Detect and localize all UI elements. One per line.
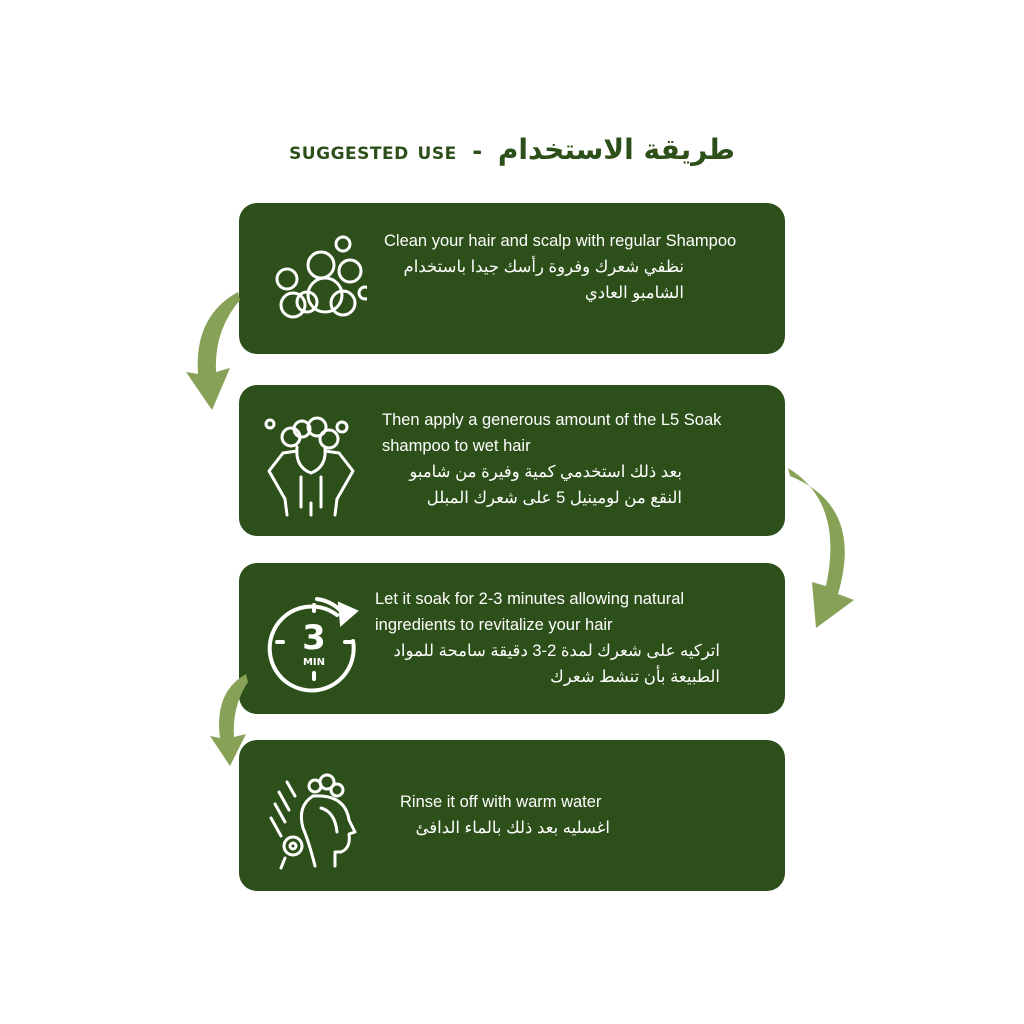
title-separator: -: [472, 137, 483, 165]
rinse-head-icon: [257, 762, 367, 872]
step-3-arabic: اتركيه على شعرك لمدة 2-3 دقيقة سامحة للمواد الطبيعة بأن تنشط شعرك: [393, 642, 720, 686]
arrow-left-2: [208, 670, 258, 768]
step-3-text: [375, 586, 763, 690]
step-4-text: [400, 789, 763, 841]
bubbles-icon: [257, 225, 367, 335]
step-1-arabic: نظفي شعرك وفروة رأسك جيدا باستخدام الشامبو العادي: [403, 258, 684, 302]
step-card-1: [239, 203, 785, 354]
step-1-english: Clean your hair and scalp with regular Shampoo: [384, 232, 737, 250]
step-3-english: Let it soak for 2-3 minutes allowing natural ingredients to revitalize your hair: [375, 590, 685, 634]
step-2-arabic: بعد ذلك استخدمي كمية وفيرة من شامبو النقع من لومينيل 5 على شعرك المبلل: [409, 463, 682, 507]
timer-unit: MIN: [302, 657, 326, 668]
step-1-text: [384, 228, 763, 306]
page-title: [0, 128, 1024, 176]
shampoo-head-icon: [257, 407, 367, 517]
timer-icon: [257, 585, 367, 695]
title-english: suggested use: [289, 137, 457, 165]
step-card-4: [239, 740, 785, 891]
step-4-english: Rinse it off with warm water: [400, 793, 602, 811]
step-4-arabic: اغسليه بعد ذلك بالماء الدافئ: [415, 819, 610, 837]
step-2-english: Then apply a generous amount of the L5 Soak shampoo to wet hair: [382, 411, 722, 455]
step-card-2: [239, 385, 785, 536]
step-card-3: [239, 563, 785, 714]
step-2-text: [382, 407, 763, 511]
arrow-left-1: [184, 288, 244, 413]
timer-number: 3: [302, 618, 326, 658]
title-arabic: طريقة الاستخدام: [497, 133, 735, 166]
arrow-right-1: [782, 462, 862, 632]
